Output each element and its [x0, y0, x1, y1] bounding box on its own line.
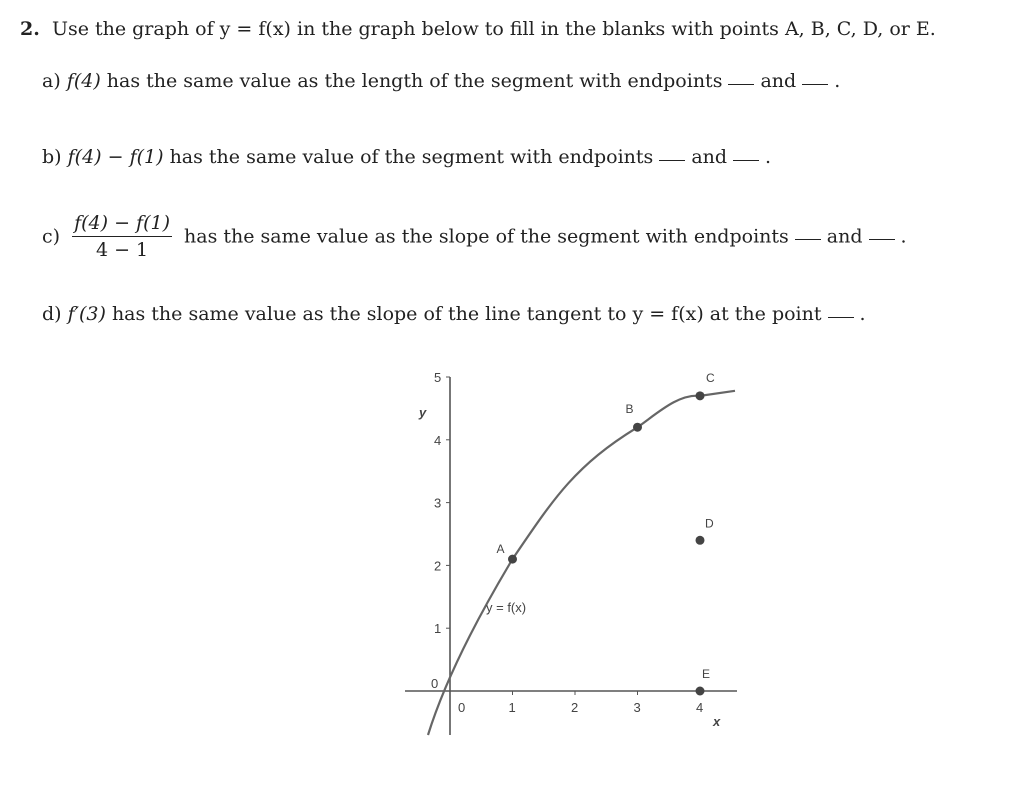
point-e [696, 687, 705, 696]
part-c-denominator: 4 − 1 [95, 239, 149, 261]
point-label-c: C [706, 370, 715, 385]
axes [405, 377, 737, 735]
x-axis-label: x [713, 714, 721, 729]
point-b [633, 423, 642, 432]
part-b-label: b) [42, 146, 62, 168]
part-a-label: a) [42, 70, 61, 92]
part-a-expr: f(4) [66, 70, 101, 92]
part-b-text: has the same value of the segment with endpoints [169, 146, 654, 168]
part-d-text: has the same value as the slope of the line tangent to y = f(x) at the point [111, 303, 822, 325]
x-tick-label: 0 [458, 700, 466, 715]
x-tick-label: 3 [633, 700, 641, 715]
function-curve [428, 391, 735, 735]
point-label-e: E [702, 667, 711, 681]
point-label-d: D [705, 516, 714, 531]
part-a-end: . [834, 70, 841, 92]
point-a [508, 555, 517, 564]
y-tick-label: 5 [434, 370, 442, 385]
part-b-expr: f(4) − f(1) [67, 146, 164, 168]
part-b-join: and [691, 146, 728, 168]
point-label-a: A [496, 542, 505, 557]
point-d [696, 536, 705, 545]
x-tick-label: 2 [571, 700, 579, 715]
y-tick-label: 2 [434, 558, 442, 574]
y-tick-label: 1 [434, 621, 442, 637]
question-prompt: Use the graph of y = f(x) in the graph below to fill in the blanks with points A, B, C, D, or E. [51, 18, 936, 40]
part-c-numerator: f(4) − f(1) [72, 212, 172, 237]
part-d-expr: f′(3) [67, 303, 106, 325]
part-d-end: . [859, 303, 866, 325]
y-axis-label: y [419, 405, 427, 420]
curve-label: y = f(x) [486, 600, 527, 615]
x-tick-label: 4 [696, 700, 704, 715]
point-label-b: B [625, 402, 634, 417]
part-b-end: . [765, 146, 772, 168]
y-tick-label: 3 [434, 495, 442, 511]
part-c-end: . [900, 225, 907, 248]
part-a-text: has the same value as the length of the segment with endpoints [106, 70, 723, 92]
part-c-join: and [826, 225, 863, 248]
y-tick-label: 0 [431, 676, 439, 691]
x-tick-label: 1 [508, 700, 516, 715]
part-a-join: and [760, 70, 797, 92]
part-c-label: c) [42, 225, 61, 248]
part-c-text: has the same value as the slope of the segment with endpoints [184, 225, 789, 248]
question-number: 2. [20, 18, 40, 40]
part-d-label: d) [42, 303, 62, 325]
point-c [696, 391, 705, 400]
y-tick-label: 4 [434, 432, 442, 448]
